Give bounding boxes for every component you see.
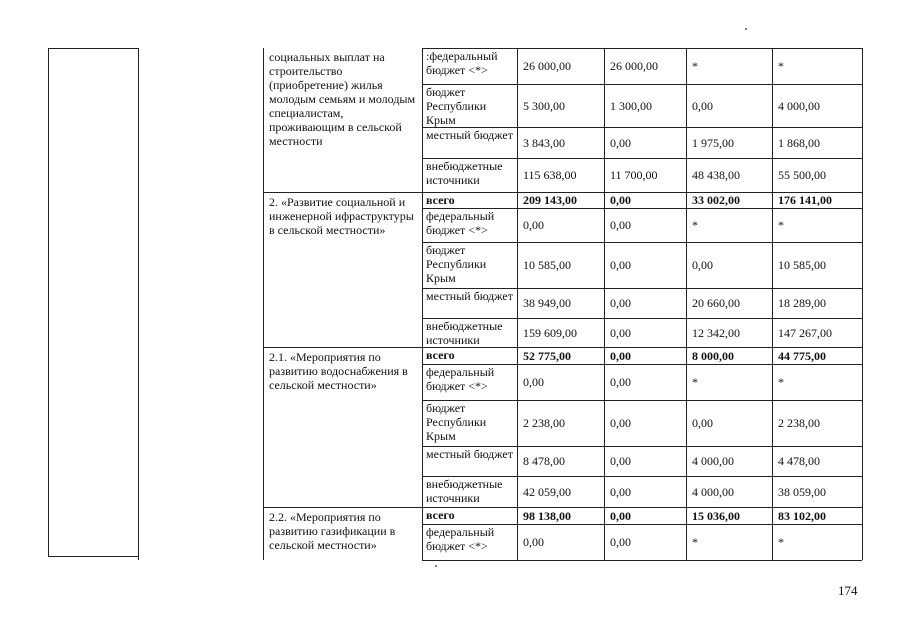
table-cell-value: * [778, 218, 784, 232]
table-cell-value: 1 975,00 [692, 136, 734, 150]
group-title: 2.2. «Мероприятия по развитию газификации в сельской местности» [269, 510, 396, 552]
table-cell-value: 0,00 [523, 375, 544, 389]
table-cell-value: * [692, 535, 698, 549]
table-cell-value: 159 609,00 [523, 326, 577, 340]
table-cell-value: 12 342,00 [692, 326, 740, 340]
table-cell-value: 20 660,00 [692, 296, 740, 310]
table-cell-value: 18 289,00 [778, 296, 826, 310]
table-cell-value: 4 000,00 [692, 454, 734, 468]
table-cell-value: 0,00 [523, 535, 544, 549]
table-cell-value: 0,00 [692, 258, 713, 272]
table-cell-value: 10 585,00 [523, 258, 571, 272]
table-cell-value: 147 267,00 [778, 326, 832, 340]
table-cell-value: 4 000,00 [692, 485, 734, 499]
table-cell-value: 0,00 [610, 296, 631, 310]
table-border [422, 48, 423, 560]
table-cell-value: 0,00 [610, 193, 631, 207]
table-cell-value: 48 438,00 [692, 168, 740, 182]
funding-source: бюджет Республики Крым [426, 401, 487, 443]
table-cell-value: 33 002,00 [692, 193, 740, 207]
scan-speck [435, 565, 437, 567]
funding-source: внебюджетные источники [426, 477, 503, 505]
table-cell-value: 38 059,00 [778, 485, 826, 499]
table-border [422, 560, 862, 561]
table-cell-value: 0,00 [610, 485, 631, 499]
table-cell-value: 15 036,00 [692, 509, 740, 523]
table-cell-value: 176 141,00 [778, 193, 832, 207]
table-border [862, 48, 863, 560]
table-cell-value: * [778, 375, 784, 389]
table-cell-value: * [778, 535, 784, 549]
table-cell-value: 55 500,00 [778, 168, 826, 182]
table-cell-value: 98 138,00 [523, 509, 571, 523]
table-cell-value: 8 000,00 [692, 349, 734, 363]
table-cell-value: 3 843,00 [523, 136, 565, 150]
funding-source: местный бюджет [426, 128, 513, 142]
table-cell-value: 1 868,00 [778, 136, 820, 150]
table-cell-value: 0,00 [610, 375, 631, 389]
table-cell-value: 8 478,00 [523, 454, 565, 468]
table-cell-value: 0,00 [610, 258, 631, 272]
table-cell-value: 26 000,00 [610, 59, 658, 73]
table-cell-value: 0,00 [610, 535, 631, 549]
table-cell-value: 1 300,00 [610, 99, 652, 113]
table-cell-value: 0,00 [610, 416, 631, 430]
table-cell-value: 0,00 [610, 326, 631, 340]
table-cell-value: 5 300,00 [523, 99, 565, 113]
table-cell-value: 4 478,00 [778, 454, 820, 468]
table-cell-value: 38 949,00 [523, 296, 571, 310]
table-border [517, 48, 518, 560]
table-cell-value: * [778, 59, 784, 73]
table-border [48, 556, 138, 557]
table-border [686, 48, 687, 560]
table-cell-value: 44 775,00 [778, 349, 826, 363]
table-cell-value: * [692, 218, 698, 232]
table-border [772, 48, 773, 560]
table-cell-value: 2 238,00 [778, 416, 820, 430]
funding-source: бюджет Республики Крым [426, 243, 487, 285]
funding-source: всего [426, 348, 455, 362]
funding-source: внебюджетные источники [426, 319, 503, 347]
table-cell-value: * [692, 59, 698, 73]
table-cell-value: 115 638,00 [523, 168, 577, 182]
table-cell-value: 2 238,00 [523, 416, 565, 430]
table-cell-value: 0,00 [610, 218, 631, 232]
table-cell-value: * [692, 375, 698, 389]
table-border [48, 48, 49, 556]
table-cell-value: 10 585,00 [778, 258, 826, 272]
table-cell-value: 26 000,00 [523, 59, 571, 73]
table-cell-value: 83 102,00 [778, 509, 826, 523]
funding-source: местный бюджет [426, 289, 513, 303]
table-border [604, 48, 605, 560]
table-cell-value: 52 775,00 [523, 349, 571, 363]
table-border [263, 48, 264, 560]
funding-source: всего [426, 193, 455, 207]
group-title: социальных выплат на строительство (приобретение) жилья молодым семьям и молодым специалистам, проживающим в сельской местности [269, 50, 416, 148]
table-cell-value: 4 000,00 [778, 99, 820, 113]
funding-source: всего [426, 508, 455, 522]
funding-source: федеральный бюджет <*> [426, 365, 495, 393]
funding-source: бюджет Республики Крым [426, 85, 487, 127]
funding-source: федеральный бюджет <*> [426, 209, 495, 237]
table-cell-value: 0,00 [523, 218, 544, 232]
scan-speck [745, 28, 747, 30]
funding-source: :федеральный бюджет <*> [426, 49, 498, 77]
table-cell-value: 209 143,00 [523, 193, 577, 207]
table-cell-value: 0,00 [610, 509, 631, 523]
group-title: 2. «Развитие социальной и инженерной ифраструктуры в сельской местности» [269, 195, 414, 237]
table-cell-value: 0,00 [610, 454, 631, 468]
page-number: 174 [838, 583, 858, 598]
table-cell-value: 11 700,00 [610, 168, 658, 182]
funding-source: местный бюджет [426, 447, 513, 461]
funding-source: федеральный бюджет <*> [426, 525, 495, 553]
table-cell-value: 0,00 [610, 349, 631, 363]
funding-source: внебюджетные источники [426, 159, 503, 187]
table-border [48, 48, 138, 49]
group-title: 2.1. «Мероприятия по развитию водоснабжения в сельской местности» [269, 350, 408, 392]
table-cell-value: 42 059,00 [523, 485, 571, 499]
table-cell-value: 0,00 [692, 416, 713, 430]
table-cell-value: 0,00 [610, 136, 631, 150]
table-cell-value: 0,00 [692, 99, 713, 113]
table-border [138, 48, 139, 560]
